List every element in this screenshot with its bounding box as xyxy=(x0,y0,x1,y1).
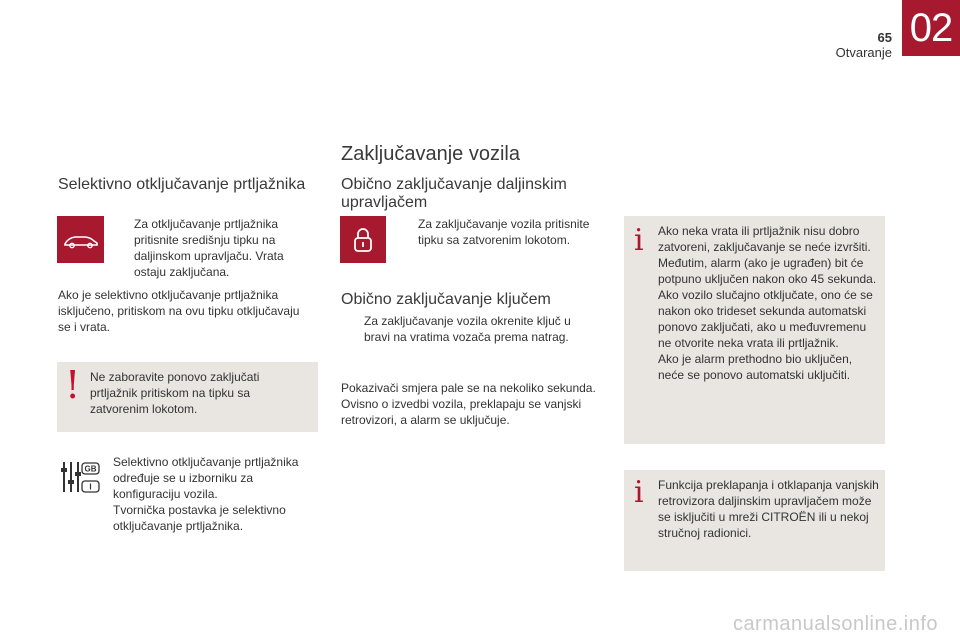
middle-bullet-2 xyxy=(341,313,591,345)
warning-text: Ne zaboravite ponovo zaključati prtljažnik pritiskom na tipku sa zatvorenim lokotom. xyxy=(90,370,260,416)
chapter-badge: 02 xyxy=(902,0,960,56)
middle-bullet-2-text: Za zaključavanje vozila okrenite ključ u bravi na vratima vozača prema natrag. xyxy=(364,314,571,344)
left-bullet-text: Za otključavanje prtljažnika pritisnite središnju tipku na daljinskom upravljaču. Vrata ostaju zaključana. xyxy=(134,217,284,279)
trunk-key-icon-box xyxy=(57,216,104,263)
left-section-title: Selektivno otključavanje prtljažnika xyxy=(58,176,306,193)
middle-bullet-1-text: Za zaključavanje vozila pritisnite tipku sa zatvorenim lokotom. xyxy=(418,217,590,247)
watermark: carmanualsonline.info xyxy=(732,613,938,635)
info-text-1: Ako neka vrata ili prtljažnik nisu dobro zatvoreni, zaključavanje se neće izvršiti. Međutim, alarm (ako je ugrađen) bit će potpuno uključen nakon oko 45 sekunda. Ako vozilo slučajno otključate, ono će se nakon oko trideset sekunda automatski ponovo zaključati, ako u međuvremenu ne otvorite neka vrata ili prtljažnik. Ako je alarm prethodno bio uključen, neće se ponovo automatski uključiti. xyxy=(658,224,877,382)
left-bullet xyxy=(117,216,302,280)
config-badge-bottom: I xyxy=(89,482,92,492)
config-text: Selektivno otključavanje prtljažnika određuje se u izborniku za konfiguraciju vozila. Tvornička postavka je selektivno otključavanje prtljažnika. xyxy=(113,455,299,533)
info-icon: i xyxy=(634,223,644,258)
section-name: Otvaranje xyxy=(835,45,892,60)
info-text-2: Funkcija preklapanja i otklapanja vanjskih retrovizora daljinskim upravljačem može se isključiti u mreži CITROËN ili u nekoj stručnoj radionici. xyxy=(658,478,879,540)
info-box-2 xyxy=(624,470,885,571)
main-title: Zaključavanje vozila xyxy=(341,143,520,165)
padlock-icon xyxy=(353,227,373,253)
config-icon xyxy=(60,458,102,496)
info-box-1 xyxy=(624,216,885,444)
middle-paragraph: Pokazivači smjera pale se na nekoliko sekunda. Ovisno o izvedbi vozila, preklapaju se vanjski retrovizori, a alarm se uključuje. xyxy=(341,381,596,427)
page-number: 65 xyxy=(877,30,892,45)
warning-box xyxy=(57,362,318,432)
settings-sliders-icon xyxy=(60,458,102,496)
sub-title-remote: Obično zaključavanje daljinskim upravljačem xyxy=(341,176,567,211)
config-badge-top: GB xyxy=(84,464,97,474)
info-icon: i xyxy=(634,475,644,510)
lock-key-icon-box xyxy=(340,216,386,263)
left-paragraph: Ako je selektivno otključavanje prtljažnika isključeno, pritiskom na ovu tipku otključavaju se i vrata. xyxy=(58,288,300,334)
middle-bullet-1 xyxy=(399,216,604,248)
warning-icon: ! xyxy=(65,363,81,407)
sub-title-key: Obično zaključavanje ključem xyxy=(341,291,551,308)
car-trunk-icon xyxy=(62,230,100,250)
